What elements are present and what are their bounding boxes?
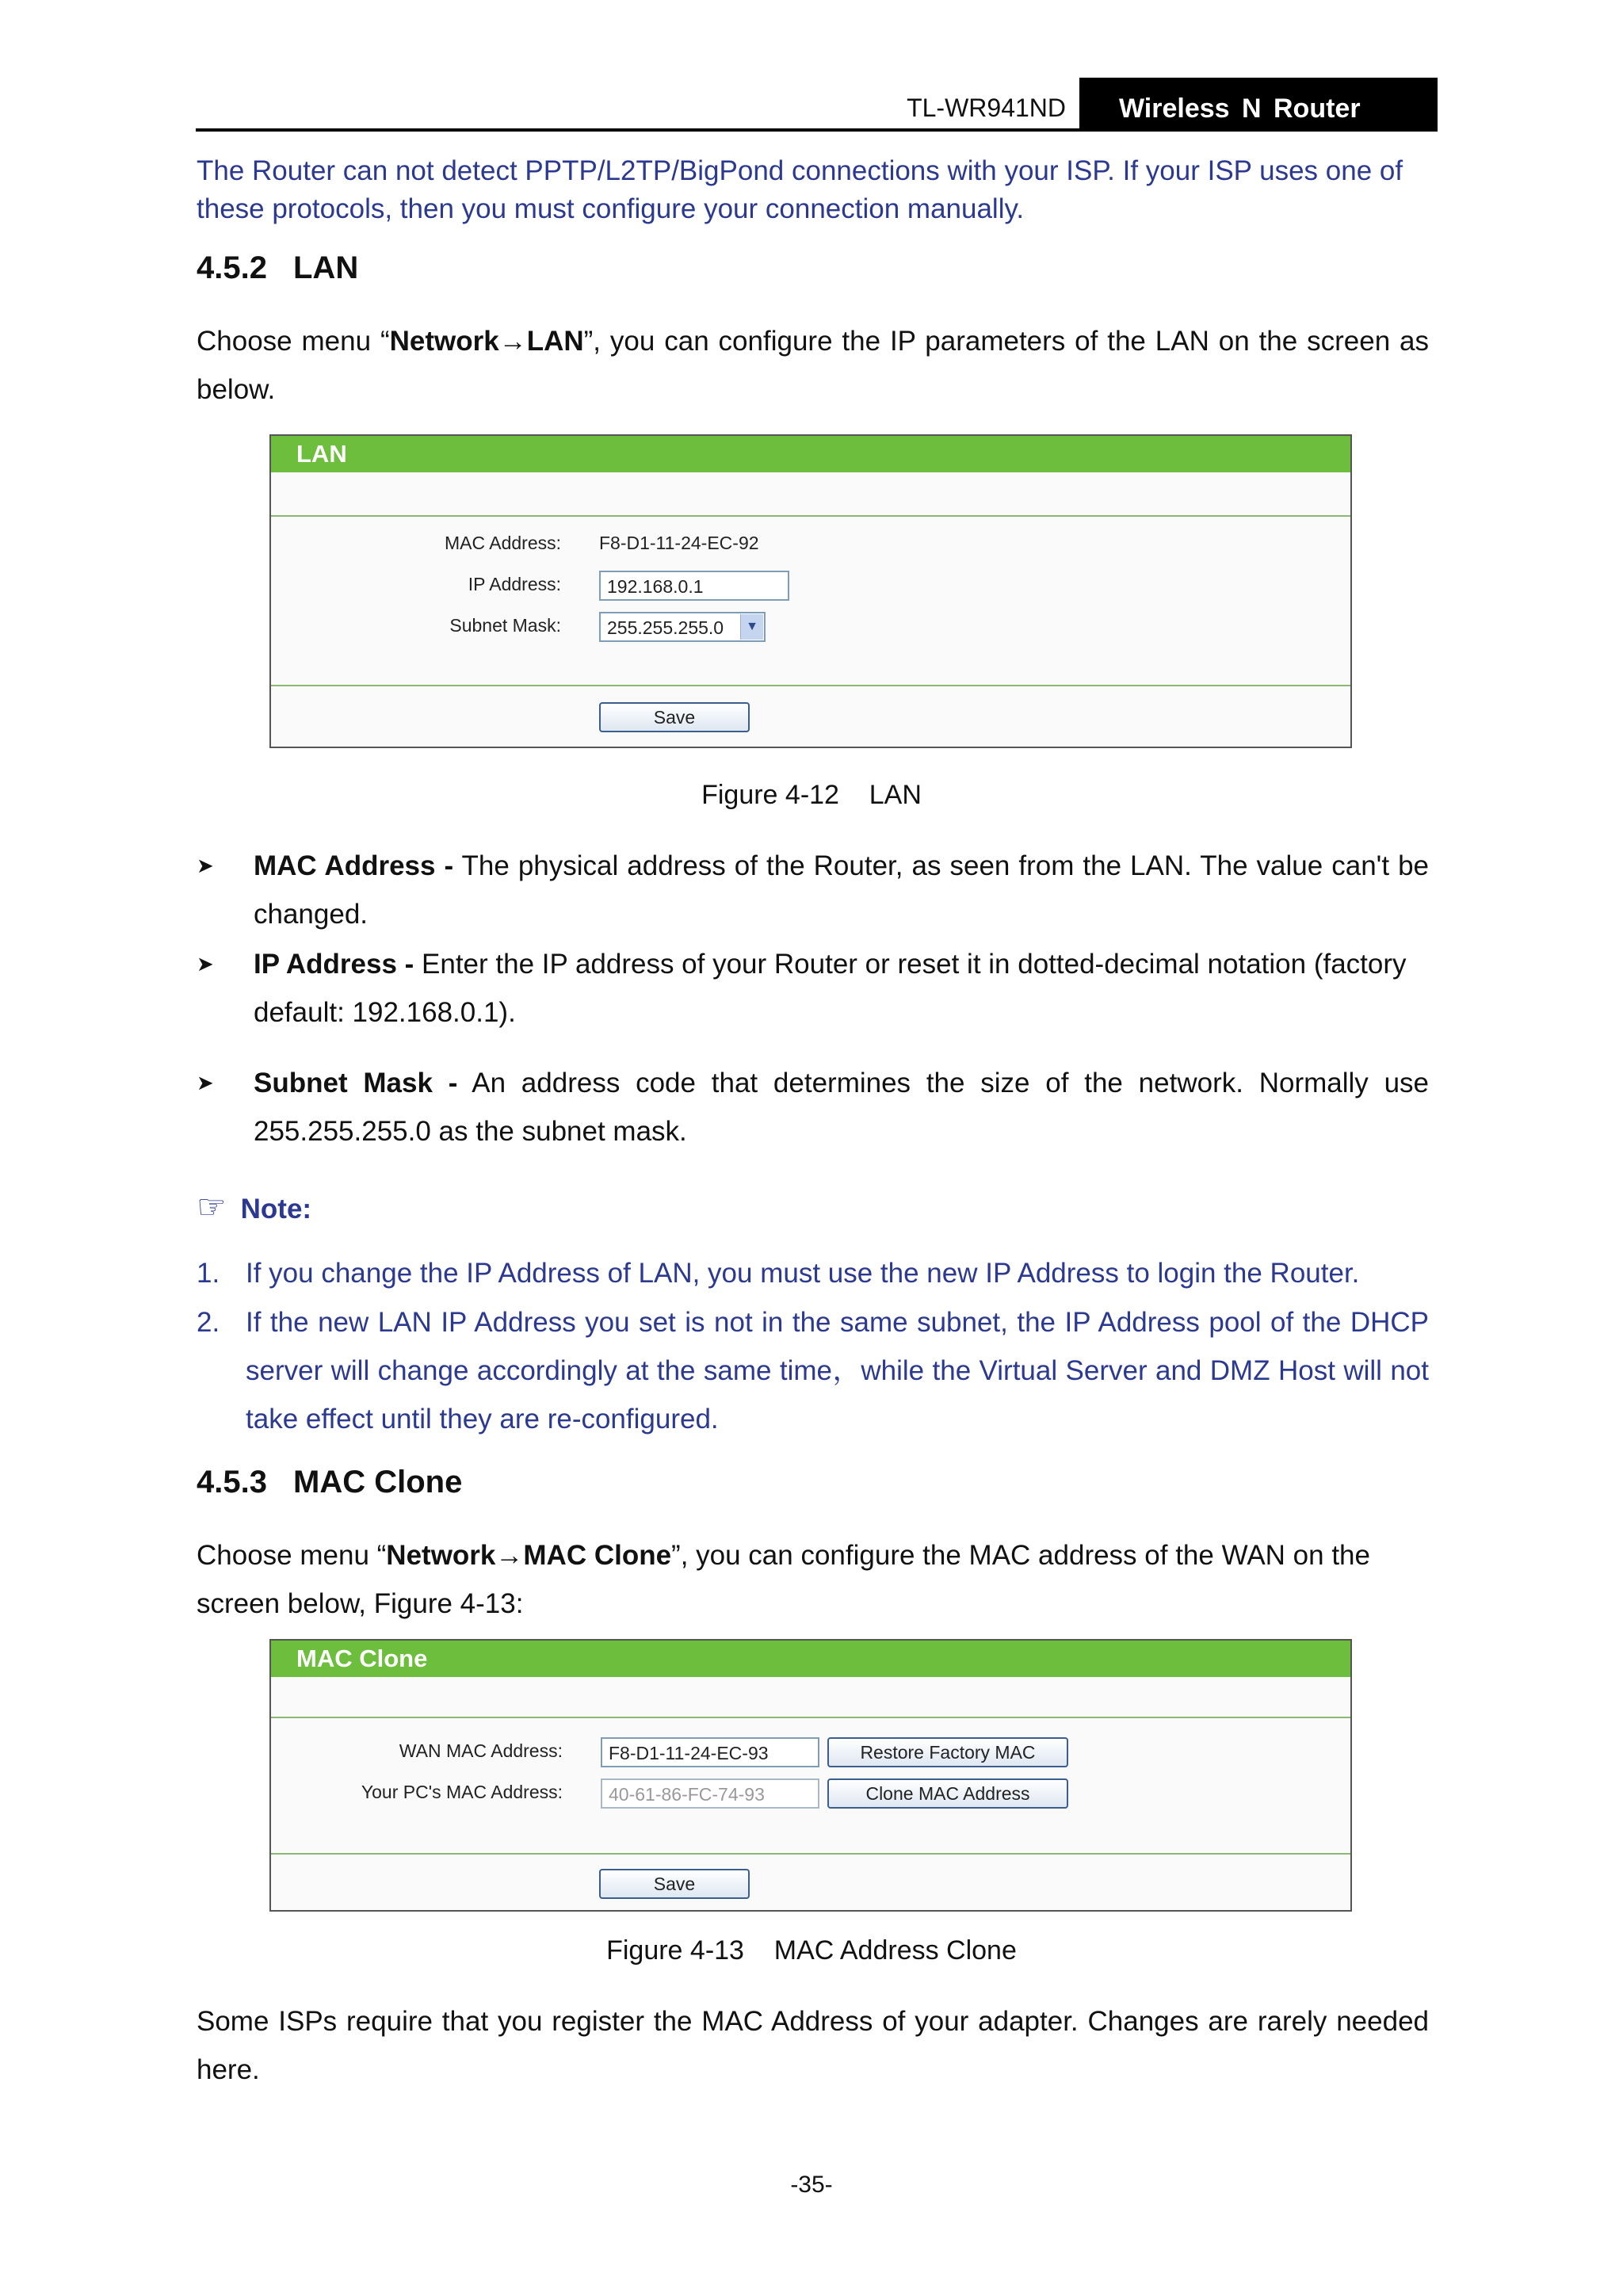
wan-mac-label: WAN MAC Address: — [399, 1740, 563, 1761]
closing-paragraph: Some ISPs require that you register the MAC Address of your adapter. Changes are rarely needed here. — [197, 2006, 1429, 2085]
intro-note: The Router can not detect PPTP/L2TP/BigPond connections with your ISP. If your ISP uses one of these protocols, then you must configure your connection manually. — [197, 155, 1403, 224]
section-number: 4.5.2 — [197, 250, 267, 285]
bullet-item — [197, 842, 1429, 938]
chevron-down-icon[interactable]: ▼ — [740, 614, 763, 640]
menu-arrow: → — [495, 1540, 524, 1571]
menu-name: LAN — [526, 326, 584, 357]
intro-text: Choose menu “ — [197, 1540, 387, 1571]
bullet-arrow-icon: ➤ — [197, 854, 214, 877]
bullet-term: MAC Address - — [254, 850, 454, 881]
section-heading-mac-clone — [197, 1465, 462, 1500]
wan-mac-input[interactable]: F8-D1-11-24-EC-93 — [601, 1737, 819, 1767]
ip-address-input[interactable]: 192.168.0.1 — [599, 571, 789, 601]
panel-divider — [271, 685, 1350, 686]
bullet-item — [197, 940, 1429, 1037]
bullet-term: Subnet Mask - — [254, 1068, 458, 1098]
subnet-mask-label: Subnet Mask: — [449, 615, 561, 636]
section-number: 4.5.3 — [197, 1465, 267, 1499]
pc-mac-label: Your PC's MAC Address: — [361, 1782, 563, 1802]
pointing-hand-icon: ☞ — [197, 1188, 227, 1225]
pc-mac-field: 40-61-86-FC-74-93 — [601, 1778, 819, 1809]
lan-intro — [197, 317, 1429, 414]
bullet-text: Enter the IP address of your Router or reset it in dotted-decimal notation (factory default: 192.168.0.1). — [254, 949, 1407, 1028]
bullet-item — [197, 1059, 1429, 1156]
header-product: Wireless N Router — [1119, 94, 1361, 124]
panel-divider — [271, 515, 1350, 517]
menu-name: Network — [389, 326, 499, 357]
page-number: -35- — [790, 2172, 833, 2198]
lan-settings-panel — [269, 434, 1352, 748]
mac-clone-panel — [269, 1639, 1352, 1912]
menu-arrow: → — [498, 326, 527, 357]
mac-address-label: MAC Address: — [445, 533, 561, 553]
save-button[interactable]: Save — [599, 702, 750, 732]
panel-title: LAN — [271, 436, 1350, 472]
section-heading-lan — [197, 250, 358, 286]
intro-text: ”, you can configure the MAC address of the WAN on the screen below, Figure 4-13: — [197, 1540, 1370, 1619]
clone-mac-address-button[interactable]: Clone MAC Address — [827, 1778, 1068, 1809]
subnet-mask-select[interactable] — [599, 612, 766, 642]
panel-divider — [271, 1717, 1350, 1718]
note-item — [197, 1298, 1429, 1443]
save-button[interactable]: Save — [599, 1869, 750, 1899]
panel-divider — [271, 1853, 1350, 1855]
figure-caption: Figure 4-13 MAC Address Clone — [606, 1935, 1017, 1966]
bullet-text: The physical address of the Router, as seen from the LAN. The value can't be changed. — [254, 850, 1429, 930]
menu-name: Network — [386, 1540, 496, 1571]
note-heading — [197, 1187, 311, 1226]
mac-clone-intro — [197, 1531, 1429, 1628]
ip-address-label: IP Address: — [468, 574, 561, 594]
bullet-term: IP Address - — [254, 949, 414, 980]
section-title: MAC Clone — [293, 1465, 463, 1499]
bullet-arrow-icon: ➤ — [197, 1071, 214, 1095]
bullet-text: An address code that determines the size of the network. Normally use 255.255.255.0 as the subnet mask. — [254, 1068, 1430, 1147]
menu-name: MAC Clone — [523, 1540, 672, 1571]
intro-text: Choose menu “ — [197, 326, 390, 357]
note-label: Note: — [240, 1194, 312, 1224]
note-text: If the new LAN IP Address you set is not in the same subnet, the IP Address pool of the DHCP server will change accordingly at the same time，while the Virtual Server and DMZ Host will not take effect until they are re-configured. — [246, 1307, 1429, 1435]
header-rule — [196, 128, 1437, 132]
note-number: 2. — [197, 1307, 220, 1338]
mac-address-value: F8-D1-11-24-EC-92 — [599, 533, 759, 553]
note-text: If you change the IP Address of LAN, you must use the new IP Address to login the Router. — [246, 1258, 1360, 1289]
figure-caption: Figure 4-12 LAN — [701, 780, 922, 810]
panel-title: MAC Clone — [271, 1641, 1350, 1677]
section-title: LAN — [293, 250, 359, 285]
note-item — [197, 1249, 1429, 1297]
intro-text: ”, you can configure the IP parameters of the LAN on the screen as below. — [197, 326, 1430, 405]
bullet-arrow-icon: ➤ — [197, 952, 214, 976]
note-number: 1. — [197, 1258, 220, 1289]
restore-factory-mac-button[interactable]: Restore Factory MAC — [827, 1737, 1068, 1767]
header-product-badge — [1079, 78, 1438, 132]
header-model: TL-WR941ND — [907, 94, 1066, 122]
subnet-mask-value: 255.255.255.0 — [607, 617, 724, 638]
